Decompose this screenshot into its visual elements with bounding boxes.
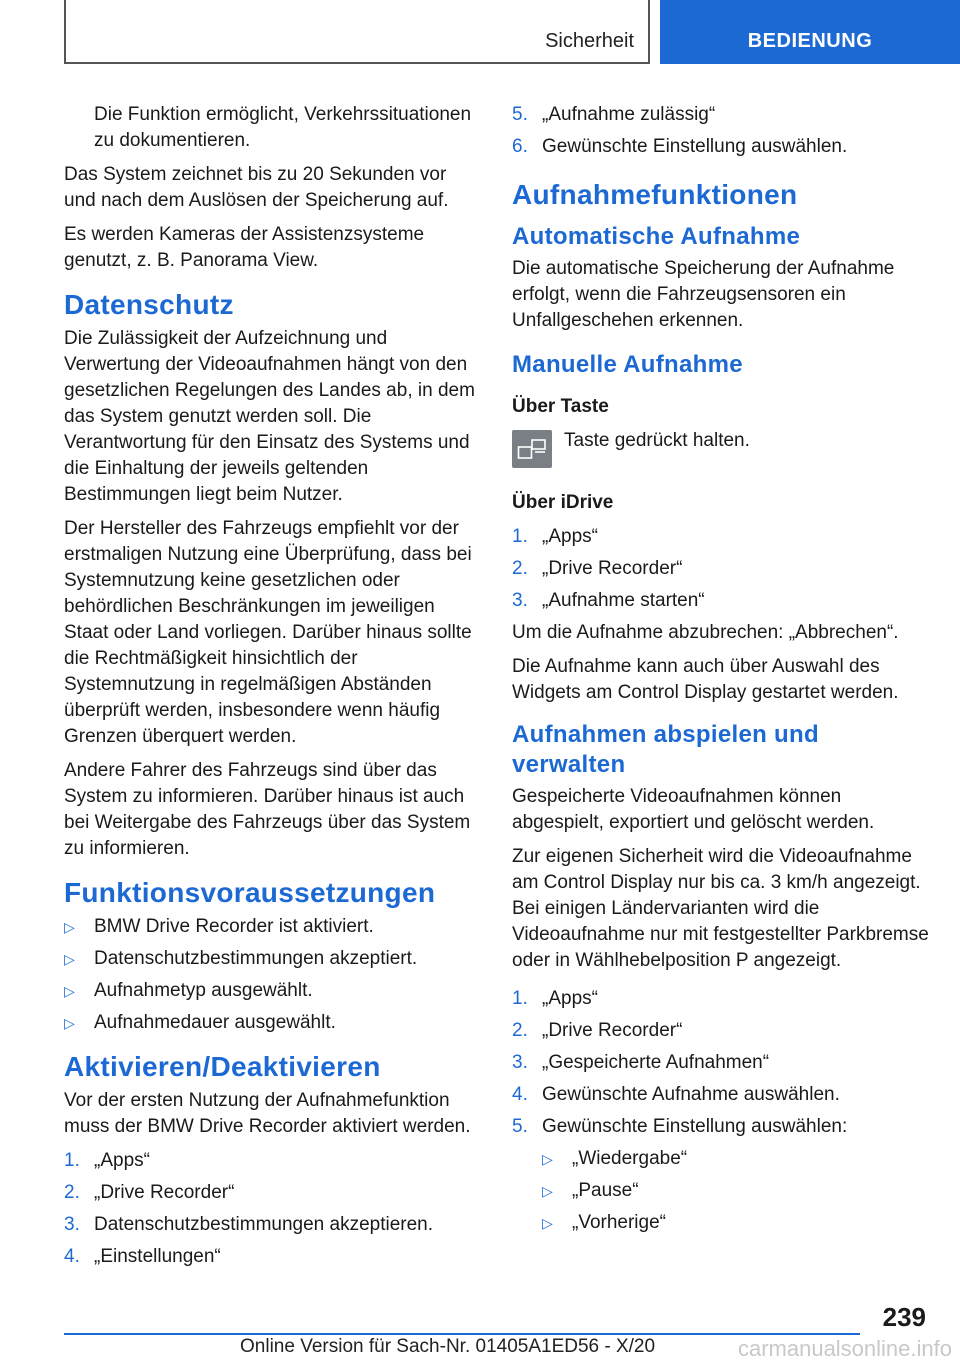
playback-steps — [512, 986, 932, 1140]
footer-divider — [64, 1333, 860, 1335]
page-number: 239 — [882, 1302, 926, 1332]
triangle-bullet-icon: ▷ — [64, 983, 75, 999]
triangle-bullet-icon: ▷ — [542, 1183, 553, 1199]
paragraph: Gespeicherte Videoaufnahmen können abgespielt, exportiert und gelöscht werden. — [512, 786, 875, 833]
paragraph: Das System zeichnet bis zu 20 Sekunden vor und nach dem Auslösen der Speicherung auf. — [64, 164, 449, 211]
list-item: 1. „Apps“ — [512, 988, 598, 1009]
intro-paragraph: Die Funktion ermöglicht, Verkehrssituationen zu dokumentieren. — [94, 104, 472, 151]
paragraph: Die Aufnahme kann auch über Auswahl des Widgets am Control Display gestartet werden. — [512, 656, 899, 703]
list-item: 2. „Drive Recorder“ — [64, 1182, 235, 1203]
page-header — [0, 0, 960, 66]
list-item: ▷ Datenschutzbestimmungen akzeptiert. — [64, 946, 482, 972]
paragraph: Vor der ersten Nutzung der Aufnahmefunktion muss der BMW Drive Recorder aktiviert werden. — [64, 1090, 471, 1137]
watermark: carmanualsonline.info — [737, 1336, 952, 1361]
list-item: 5. „Aufnahme zulässig“ — [512, 104, 716, 125]
paragraph: Die Zulässigkeit der Aufzeichnung und Verwertung der Videoaufnahmen hängt von den gesetzlichen Regelungen des Landes ab, in dem das System genutzt werden soll. Die Verantwortung für den Einsatz des Systems und die Einhaltung der jeweils geltenden Bestimmungen liegt beim Nutzer. — [64, 328, 475, 505]
left-column — [64, 102, 482, 1276]
list-item: ▷ BMW Drive Recorder ist aktiviert. — [64, 914, 482, 940]
playback-options — [512, 1146, 932, 1236]
section-title: Sicherheit — [545, 30, 634, 52]
paragraph: Der Hersteller des Fahrzeugs empfiehlt vor der erstmaligen Nutzung eine Überprüfung, dass bei Systemnutzung keine gesetzlichen oder behördlichen Beschränkungen im jeweiligen Staat oder Land vorliegen. Darüber hinaus sollte die Rechtmäßigkeit hinsichtlich der Systemnutzung in regelmäßigen Abständen überprüft werden, insbesondere wenn häufig Grenzen überquert werden. — [64, 518, 472, 747]
list-item: 2. „Drive Recorder“ — [512, 1020, 683, 1041]
list-item: ▷ „Pause“ — [542, 1178, 932, 1204]
paragraph: Zur eigenen Sicherheit wird die Videoaufnahme am Control Display nur bis ca. 3 km/h angezeigt. Bei einigen Ländervarianten wird die Videoaufnahme nur mit festgestellter Parkbremse oder in Wählhebelposition P angezeigt. — [512, 846, 929, 971]
list-item: 2. „Drive Recorder“ — [512, 558, 683, 579]
list-item: 3. Datenschutzbestimmungen akzeptieren. — [64, 1214, 434, 1235]
triangle-bullet-icon: ▷ — [64, 1015, 75, 1031]
section-box — [64, 0, 650, 64]
paragraph: Andere Fahrer des Fahrzeugs sind über das System zu informieren. Darüber hinaus ist auch bei Weitergabe des Fahrzeugs über das System zu informieren. — [64, 760, 471, 859]
list-item: 3. „Aufnahme starten“ — [512, 590, 705, 611]
list-item: ▷ „Vorherige“ — [542, 1210, 932, 1236]
heading-aufnahmen-abspielen: Aufnahmen abspielen und verwalten — [512, 721, 819, 778]
list-item: 6. Gewünschte Einstellung auswählen. — [512, 136, 848, 157]
activation-steps — [64, 1148, 482, 1270]
button-instruction — [512, 428, 932, 468]
idrive-steps — [512, 524, 932, 614]
triangle-bullet-icon: ▷ — [64, 951, 75, 967]
paragraph: Taste gedrückt halten. — [564, 430, 750, 451]
heading-automatische-aufnahme: Automatische Aufnahme — [512, 223, 801, 250]
heading-ueber-idrive: Über iDrive — [512, 492, 614, 513]
list-item: 4. „Einstellungen“ — [64, 1246, 221, 1267]
paragraph: Es werden Kameras der Assistenzsysteme genutzt, z. B. Panorama View. — [64, 224, 425, 271]
triangle-bullet-icon: ▷ — [542, 1151, 553, 1167]
heading-funktionsvoraussetzungen: Funktionsvoraussetzungen — [64, 877, 436, 908]
heading-ueber-taste: Über Taste — [512, 396, 609, 417]
activation-steps-continued — [512, 102, 932, 160]
heading-aufnahmefunktionen: Aufnahmefunktionen — [512, 179, 798, 210]
right-column — [512, 102, 932, 1242]
heading-datenschutz: Datenschutz — [64, 289, 234, 320]
list-item: 4. Gewünschte Aufnahme auswählen. — [512, 1084, 840, 1105]
list-item: ▷ Aufnahmetyp ausgewählt. — [64, 978, 482, 1004]
triangle-bullet-icon: ▷ — [542, 1215, 553, 1231]
requirements-list — [64, 914, 482, 1036]
paragraph: Um die Aufnahme abzubrechen: „Abbrechen“. — [512, 622, 899, 643]
list-item: 3. „Gespeicherte Aufnahmen“ — [512, 1052, 770, 1073]
chapter-tab: BEDIENUNG — [660, 0, 960, 64]
heading-aktivieren: Aktivieren/Deaktivieren — [64, 1051, 381, 1082]
list-item: 1. „Apps“ — [512, 526, 598, 547]
triangle-bullet-icon: ▷ — [64, 919, 75, 935]
record-button-icon — [512, 430, 552, 468]
list-item: ▷ „Wiedergabe“ — [542, 1146, 932, 1172]
list-item: ▷ Aufnahmedauer ausgewählt. — [64, 1010, 482, 1036]
paragraph: Die automatische Speicherung der Aufnahme erfolgt, wenn die Fahrzeugsensoren ein Unfallgeschehen erkennen. — [512, 258, 895, 331]
heading-manuelle-aufnahme: Manuelle Aufnahme — [512, 351, 743, 378]
footer-text: Online Version für Sach-Nr. 01405A1ED56 - X/20 — [240, 1336, 656, 1357]
list-item: 5. Gewünschte Einstellung auswählen: — [512, 1116, 848, 1137]
list-item: 1. „Apps“ — [64, 1150, 150, 1171]
